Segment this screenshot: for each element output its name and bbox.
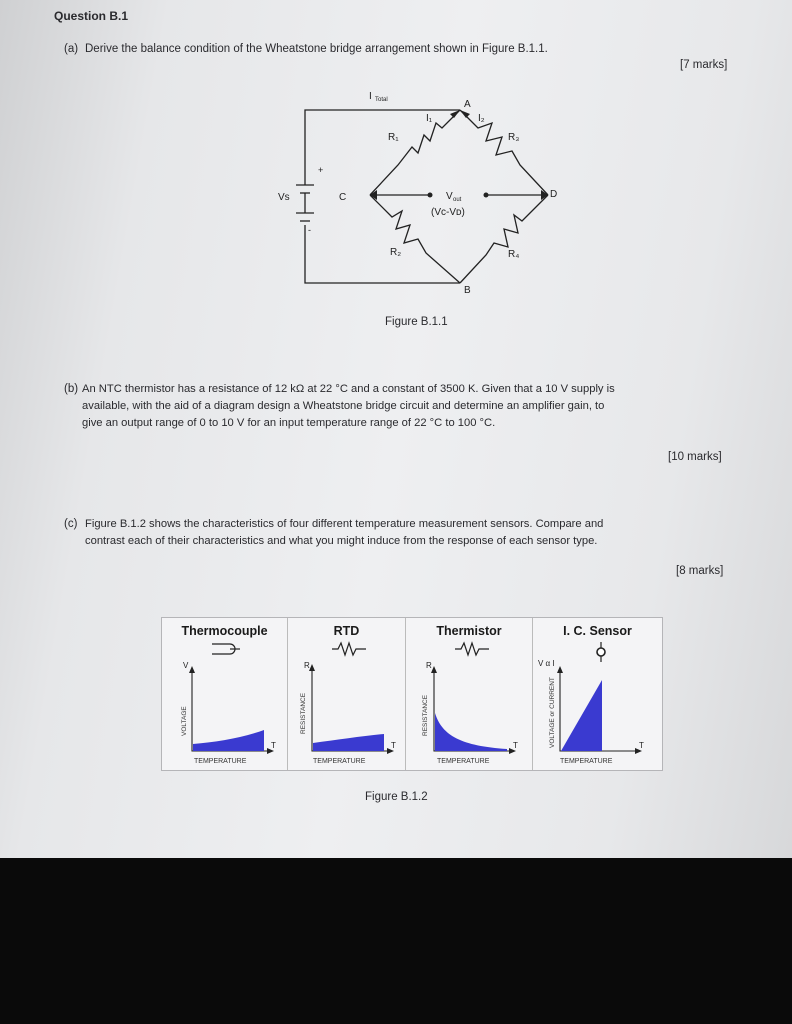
part-b-label: (b) xyxy=(64,383,79,395)
thermocouple-curve xyxy=(193,730,264,751)
thermistor-yaxis-letter: R xyxy=(426,661,432,670)
figure-b12-caption: Figure B.1.2 xyxy=(365,791,428,803)
ic-sensor-curve xyxy=(561,680,602,751)
rtd-yaxis-letter: R xyxy=(304,661,310,670)
ic-sensor-xlabel: TEMPERATURE xyxy=(560,758,613,765)
rtd-curve xyxy=(313,734,384,751)
part-b-line-3: give an output range of 0 to 10 V for an input temperature range of 22 °C to 100 °C. xyxy=(82,417,496,429)
panel-title-thermocouple: Thermocouple xyxy=(181,624,268,638)
part-a-text: Derive the balance condition of the Wheatstone bridge arrangement shown in Figure B.1.1. xyxy=(85,43,548,55)
thermocouple-xlabel: TEMPERATURE xyxy=(194,758,247,765)
part-b-line-1: An NTC thermistor has a resistance of 12 kΩ at 22 °C and a constant of 3500 K. Given that a 10 V supply is xyxy=(82,383,615,395)
ic-sensor-yaxis-letter: V α I xyxy=(538,659,555,668)
i1-label: I₁ xyxy=(426,113,433,124)
r3-label: R₃ xyxy=(508,132,520,143)
thermocouple-ylabel: VOLTAGE xyxy=(181,706,188,736)
resistor-r1 xyxy=(370,110,460,195)
resistor-r4 xyxy=(460,195,548,283)
node-c-label: C xyxy=(339,192,347,203)
rtd-ylabel: RESISTANCE xyxy=(300,692,307,734)
wire-top xyxy=(305,110,460,185)
panel-title-thermistor: Thermistor xyxy=(436,624,502,638)
figure-b11-caption: Figure B.1.1 xyxy=(385,316,448,328)
node-a-label: A xyxy=(464,99,471,110)
rtd-symbol-icon xyxy=(332,643,366,655)
part-b-text xyxy=(82,381,615,432)
i1-arrow xyxy=(450,110,460,118)
wire-bottom xyxy=(305,225,460,283)
thermocouple-xaxis-letter: T xyxy=(271,741,276,750)
battery-minus: - xyxy=(308,225,311,235)
part-c-line-2: contrast each of their characteristics and what you might induce from the response of each sensor type. xyxy=(85,535,598,547)
thermistor-curve xyxy=(435,713,507,751)
vs-label: Vs xyxy=(278,192,290,203)
node-d-label: D xyxy=(550,189,558,200)
vout-terminal-right xyxy=(484,193,489,198)
part-a-marks: [7 marks] xyxy=(680,59,728,71)
battery-plus: + xyxy=(318,165,324,175)
thermocouple-yaxis-letter: V xyxy=(183,661,189,670)
ic-sensor-ylabel: VOLTAGE or CURRENT xyxy=(549,677,556,748)
rtd-xlabel: TEMPERATURE xyxy=(313,758,366,765)
thermistor-xlabel: TEMPERATURE xyxy=(437,758,490,765)
part-c-marks: [8 marks] xyxy=(676,565,724,577)
rtd-xaxis-letter: T xyxy=(391,741,396,750)
part-c-text xyxy=(85,516,603,550)
part-c-line-1: Figure B.1.2 shows the characteristics of four different temperature measurement sensors. Compare and xyxy=(85,518,604,530)
panel-title-rtd: RTD xyxy=(333,624,360,638)
part-b-line-2: available, with the aid of a diagram design a Wheatstone bridge circuit and determine an amplifier gain, to xyxy=(82,400,605,412)
r2-label: R₂ xyxy=(390,247,402,258)
thermistor-ylabel: RESISTANCE xyxy=(422,694,429,736)
question-title: Question B.1 xyxy=(54,9,129,23)
part-c-label: (c) xyxy=(64,518,78,530)
resistor-r3 xyxy=(460,110,548,195)
vout-label-sub: out xyxy=(453,197,462,203)
i2-label: I₂ xyxy=(478,113,485,124)
wheatstone-bridge-diagram xyxy=(250,85,580,300)
dark-desk-background xyxy=(0,858,792,1024)
sensor-plots xyxy=(162,618,662,770)
itotal-label-i: I xyxy=(369,91,372,102)
part-a-label: (a) xyxy=(64,43,79,55)
r1-label: R₁ xyxy=(388,132,399,143)
thermistor-xaxis-letter: T xyxy=(513,741,518,750)
vout-terminal-left xyxy=(428,193,433,198)
ic-sensor-xaxis-letter: T xyxy=(639,741,644,750)
vc-vd-label: (Vc-Vᴅ) xyxy=(431,207,465,218)
vout-label-v: V xyxy=(446,191,453,202)
panel-title-ic-sensor: I. C. Sensor xyxy=(563,624,632,638)
i2-arrow xyxy=(460,110,470,118)
sensor-characteristics-figure xyxy=(161,617,663,771)
thermistor-symbol-icon xyxy=(455,643,489,655)
part-b-marks: [10 marks] xyxy=(668,451,722,463)
itotal-label-sub: Total xyxy=(375,97,388,103)
node-b-label: B xyxy=(464,285,471,296)
r4-label: R₄ xyxy=(508,249,520,260)
